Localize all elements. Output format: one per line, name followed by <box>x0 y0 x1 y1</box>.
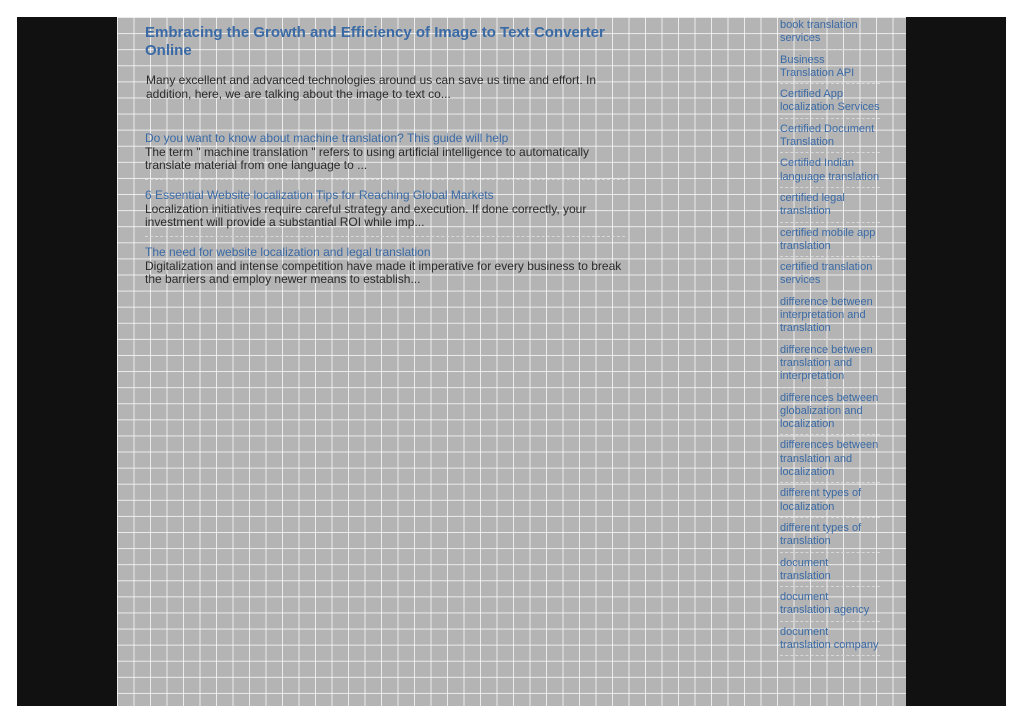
tag-link[interactable]: differences between translation and localization <box>780 439 879 479</box>
tag-link[interactable]: different types of localization <box>780 487 862 513</box>
tag-item <box>780 487 880 518</box>
featured-post-title[interactable]: Embracing the Growth and Efficiency of Image to Text Converter Online <box>145 24 605 59</box>
tag-item <box>780 192 880 223</box>
tag-item <box>780 591 880 622</box>
tag-link[interactable]: document translation company <box>780 625 879 651</box>
post-excerpt: Localization initiatives require careful strategy and execution. If done correctly, your investment will provide a substantial ROI while imp... <box>145 202 587 229</box>
post-title-link[interactable]: 6 Essential Website localization Tips for Reaching Global Markets <box>145 188 494 202</box>
tag-item <box>780 157 880 188</box>
tag-item <box>780 557 880 588</box>
tag-item <box>780 123 880 154</box>
content-page <box>117 17 906 706</box>
tag-list <box>780 19 880 656</box>
tag-link[interactable]: certified mobile app translation <box>780 226 876 252</box>
page-frame <box>17 17 1006 706</box>
tag-link[interactable]: document translation <box>780 556 831 582</box>
tag-link[interactable]: Certified Indian language translation <box>780 157 880 183</box>
tag-item <box>780 88 880 119</box>
main-column <box>145 24 625 301</box>
tag-link[interactable]: certified translation services <box>780 261 873 287</box>
tag-link[interactable]: Certified App localization Services <box>780 88 880 114</box>
tag-item <box>780 19 880 50</box>
post-excerpt: The term " machine translation " refers to using artificial intelligence to automatically translate material from one language to ... <box>145 145 590 172</box>
featured-post-excerpt: Many excellent and advanced technologies around us can save us time and effort. In addition, here, we are talking about the image to text co... <box>146 73 597 101</box>
post-list <box>145 131 625 293</box>
tag-item <box>780 261 880 292</box>
tag-link[interactable]: difference between interpretation and translation <box>780 295 873 335</box>
tag-link[interactable]: different types of translation <box>780 521 862 548</box>
tag-link[interactable]: document translation agency <box>780 591 870 617</box>
post-item <box>145 131 625 180</box>
tag-item <box>780 392 880 436</box>
tag-link[interactable]: Business Translation API <box>780 53 855 79</box>
tag-link[interactable]: Certified Document Translation <box>780 122 875 149</box>
tag-item <box>780 54 880 85</box>
tag-item <box>780 522 880 553</box>
tag-link[interactable]: differences between globalization and localization <box>780 391 879 431</box>
post-item <box>145 188 625 237</box>
tag-item <box>780 344 880 388</box>
post-excerpt: Digitalization and intense competition have made it imperative for every business to break the barriers and employ newer means to establish... <box>145 259 622 286</box>
tag-item <box>780 626 880 657</box>
tag-item <box>780 296 880 340</box>
tag-item <box>780 227 880 258</box>
tag-item <box>780 439 880 483</box>
post-item <box>145 245 625 293</box>
tag-link[interactable]: difference between translation and interpretation <box>780 343 873 383</box>
tag-sidebar <box>780 19 880 660</box>
post-title-link[interactable]: The need for website localization and legal translation <box>145 245 431 259</box>
tag-link[interactable]: certified legal translation <box>780 191 845 218</box>
tag-link[interactable]: book translation services <box>780 19 858 45</box>
post-title-link[interactable]: Do you want to know about machine translation? This guide will help <box>145 131 509 145</box>
